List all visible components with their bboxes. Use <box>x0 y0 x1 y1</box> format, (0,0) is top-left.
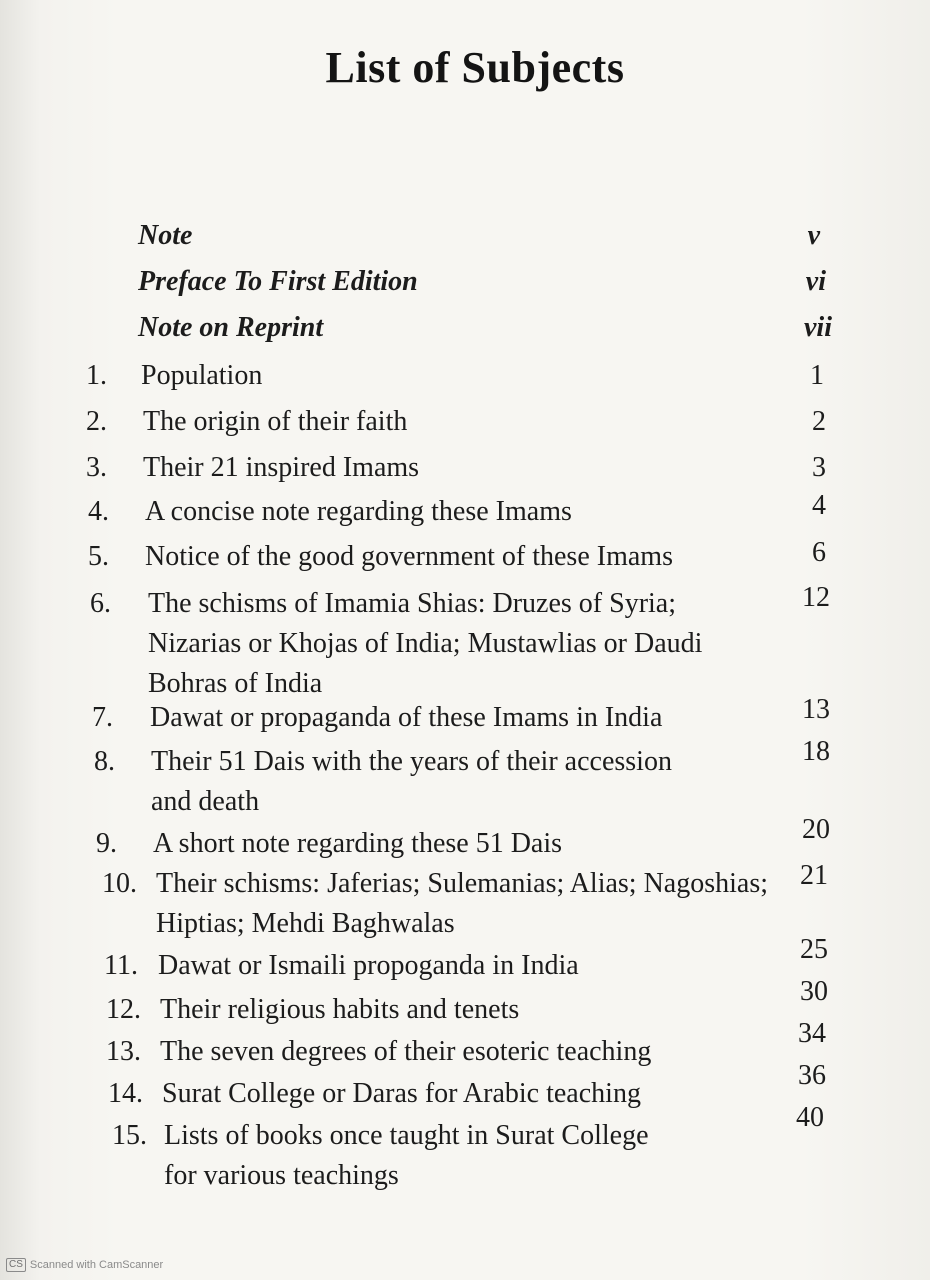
toc-entry-6 <box>90 584 850 704</box>
toc-entry-15 <box>112 1102 872 1196</box>
toc-entry-11 <box>104 934 864 986</box>
toc-entry-number: 15. <box>112 1120 147 1151</box>
toc-entry-page: 21 <box>800 860 828 891</box>
toc-entry-label: Their schisms: Jaferias; Sulemanias; Alias; Nagoshias; Hiptias; Mehdi Baghwalas <box>156 868 769 939</box>
toc-entry-13 <box>106 1018 866 1072</box>
toc-entry-page: 13 <box>802 694 830 725</box>
toc-entry-page: 30 <box>800 976 828 1007</box>
toc-entry-8 <box>94 736 854 822</box>
toc-entry-number: 1. <box>86 360 107 391</box>
toc-entry-2 <box>86 402 846 442</box>
toc-entry-preface <box>138 262 838 302</box>
toc-entry-page: 18 <box>802 736 830 767</box>
toc-entry-page: 25 <box>800 934 828 965</box>
camscanner-icon: CS <box>6 1258 26 1272</box>
toc-entry-label: The seven degrees of their esoteric teaching <box>160 1036 652 1067</box>
toc-entry-label: A concise note regarding these Imams <box>145 496 572 527</box>
toc-entry-12 <box>106 976 866 1030</box>
toc-entry-label: Their religious habits and tenets <box>160 994 520 1025</box>
toc-entry-label: Note <box>138 220 193 251</box>
toc-entry-label: The schisms of Imamia Shias: Druzes of Syria; Nizarias or Khojas of India; Mustawlias or Daudi Bohras of India <box>148 588 703 699</box>
toc-entry-label: Dawat or Ismaili propoganda in India <box>158 950 579 981</box>
toc-entry-page: v <box>807 220 820 251</box>
toc-entry-label: Preface To First Edition <box>138 266 418 297</box>
toc-entry-number: 13. <box>106 1036 141 1067</box>
toc-entry-number: 12. <box>106 994 141 1025</box>
toc-entry-note <box>138 216 838 256</box>
toc-entry-1 <box>86 356 846 396</box>
toc-entry-page: 1 <box>810 360 824 391</box>
toc-entry-page: 34 <box>798 1018 826 1049</box>
toc-entry-label: Notice of the good government of these Imams <box>145 541 673 572</box>
toc-entry-14 <box>108 1060 868 1114</box>
toc-entry-number: 6. <box>90 588 111 619</box>
scanner-watermark <box>6 1258 163 1272</box>
toc-entry-page: 4 <box>812 490 826 521</box>
toc-entry-label: Lists of books once taught in Surat College for various teachings <box>164 1120 649 1191</box>
toc-entry-page: vi <box>805 266 826 297</box>
toc-entry-label: Their 21 inspired Imams <box>143 452 420 483</box>
toc-entry-4 <box>88 492 848 532</box>
toc-entry-page: 2 <box>812 406 826 437</box>
toc-entry-number: 14. <box>108 1078 143 1109</box>
toc-entry-page: 12 <box>802 582 830 613</box>
toc-entry-page: vii <box>804 312 832 343</box>
toc-entry-5 <box>88 537 848 577</box>
toc-entry-label: Dawat or propaganda of these Imams in India <box>150 702 663 733</box>
toc-entry-number: 10. <box>102 868 137 899</box>
toc-entry-page: 3 <box>812 452 826 483</box>
toc-entry-label: Population <box>141 360 263 391</box>
toc-entry-label: Surat College or Daras for Arabic teaching <box>162 1078 641 1109</box>
toc-entry-number: 8. <box>94 746 115 777</box>
toc-entry-label: Note on Reprint <box>138 312 324 343</box>
toc-entry-9 <box>96 814 856 864</box>
scanner-watermark-text: Scanned with CamScanner <box>29 1259 164 1271</box>
toc-entry-3 <box>86 448 846 488</box>
toc-entry-page: 6 <box>812 537 826 568</box>
toc-entry-number: 4. <box>88 496 109 527</box>
toc-entry-number: 2. <box>86 406 107 437</box>
toc-entry-number: 7. <box>92 702 113 733</box>
toc-entry-reprint-note <box>138 308 838 348</box>
toc-entry-number: 5. <box>88 541 109 572</box>
toc-entry-10 <box>102 860 862 944</box>
toc-entry-label: A short note regarding these 51 Dais <box>153 828 563 859</box>
toc-entry-number: 11. <box>104 950 138 981</box>
toc-entry-page: 36 <box>798 1060 826 1091</box>
toc-entry-number: 3. <box>86 452 107 483</box>
toc-entry-page: 20 <box>802 814 830 845</box>
toc-entry-7 <box>92 694 852 738</box>
toc-entry-label: Their 51 Dais with the years of their accession and death <box>151 746 672 817</box>
toc-entry-label: The origin of their faith <box>143 406 408 437</box>
toc-entry-page: 40 <box>796 1102 824 1133</box>
page-title: List of Subjects <box>325 43 625 92</box>
toc-entry-number: 9. <box>96 828 117 859</box>
